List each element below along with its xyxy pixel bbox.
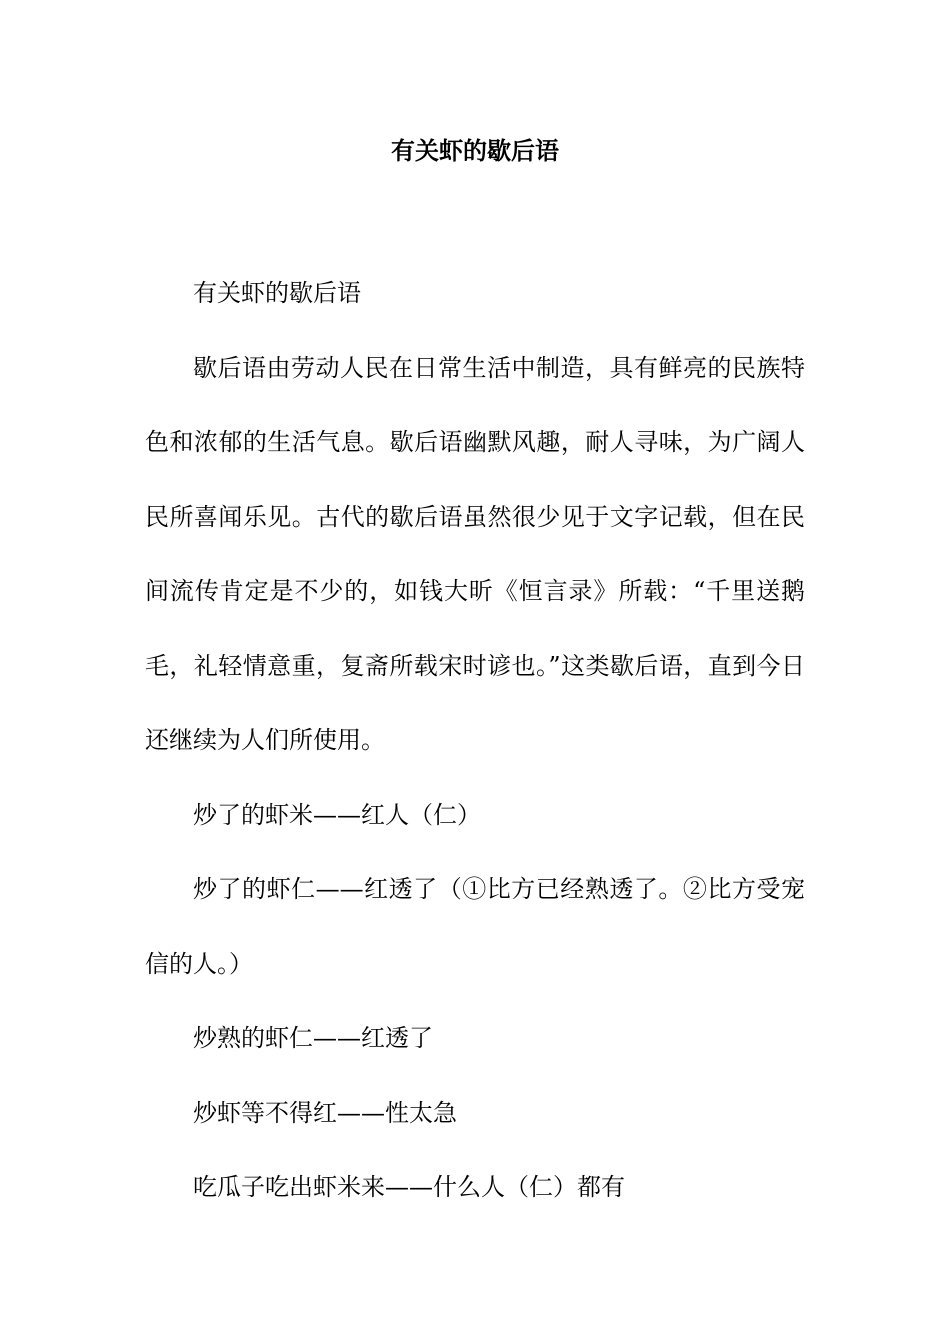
paragraph-saying: 炒熟的虾仁——红透了	[193, 1024, 433, 1052]
paragraph-saying: 吃瓜子吃出虾米来——什么人（仁）都有	[193, 1173, 625, 1201]
paragraph-saying: 炒了的虾米——红人（仁）	[193, 800, 481, 829]
paragraph-subtitle: 有关虾的歇后语	[193, 279, 361, 307]
page-title: 有关虾的歇后语	[391, 136, 559, 165]
paragraph-intro: 歇后语由劳动人民在日常生活中制造，具有鲜亮的民族特色和浓郁的生活气息。歇后语幽默风趣，耐人寻味，为广阔人民所喜闻乐见。古代的歇后语虽然很少见于文字记载，但在民间流传肯定是不少的，如钱大昕《恒言录》所载：“千里送鹅毛，礼轻情意重，复斋所载宋时谚也。”这类歇后语，直到今日还继续为人们所使用。	[145, 353, 805, 754]
paragraph-saying: 炒虾等不得红——性太急	[193, 1098, 457, 1127]
document-body	[145, 256, 805, 1225]
paragraph-saying: 炒了的虾仁——红透了（①比方已经熟透了。②比方受宠信的人。）	[145, 875, 805, 978]
